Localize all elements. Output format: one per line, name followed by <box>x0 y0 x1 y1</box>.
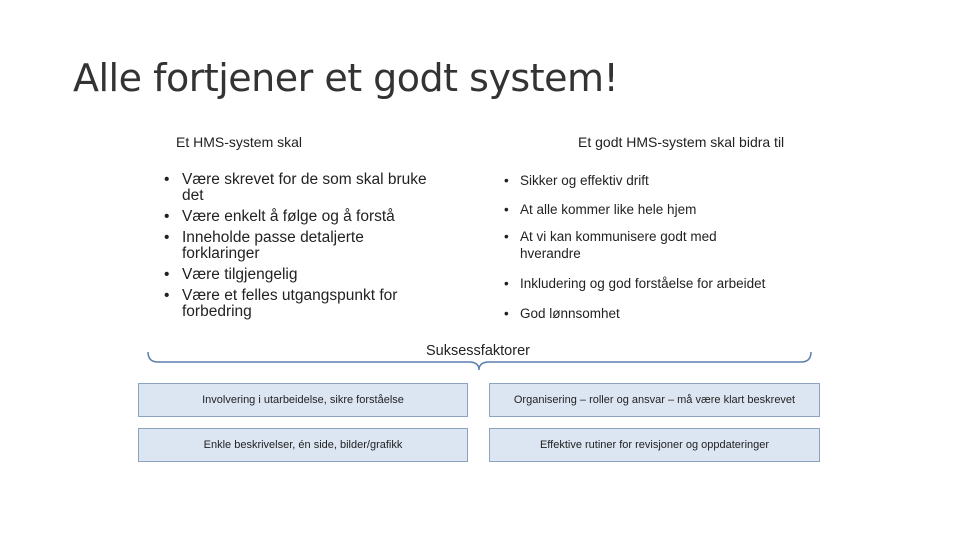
list-item: • Være enkelt å følge og å forstå <box>164 208 395 225</box>
bracket-label: Suksessfaktorer <box>426 343 530 359</box>
list-item: • Være skrevet for de som skal bruke det <box>164 171 427 204</box>
right-column-heading: Et godt HMS-system skal bidra til <box>578 134 785 150</box>
list-item: • Sikker og effektiv drift <box>504 173 649 188</box>
list-item: • Være et felles utgangspunkt for forbedring <box>164 287 398 320</box>
bullet-icon: • <box>164 287 170 304</box>
bullet-icon: • <box>164 208 170 225</box>
success-factor-box: Enkle beskrivelser, én side, bilder/grafikk <box>138 428 468 462</box>
bracket-line <box>148 352 811 370</box>
success-factor-box: Involvering i utarbeidelse, sikre forståelse <box>138 383 468 417</box>
list-item: • At alle kommer like hele hjem <box>504 202 697 217</box>
left-column-heading: Et HMS-system skal <box>176 134 303 150</box>
success-factor-box: Organisering – roller og ansvar – må være klart beskrevet <box>489 383 820 417</box>
bullet-icon: • <box>164 266 170 283</box>
list-item: • God lønnsomhet <box>504 306 620 321</box>
list-item: • Være tilgjengelig <box>164 266 298 283</box>
bullet-icon: • <box>164 171 170 188</box>
bullet-icon: • <box>504 229 509 244</box>
bullet-icon: • <box>504 202 509 217</box>
bullet-icon: • <box>504 173 509 188</box>
list-item: • At vi kan kommunisere godt med hverandre <box>504 229 717 261</box>
slide-title: Alle fortjener et godt system! <box>73 56 619 100</box>
bullet-icon: • <box>164 229 170 246</box>
bullet-icon: • <box>504 306 509 321</box>
bullet-icon: • <box>504 276 509 291</box>
success-factor-box: Effektive rutiner for revisjoner og oppdateringer <box>489 428 820 462</box>
list-item: • Inneholde passe detaljerte forklaringer <box>164 229 364 262</box>
list-item: • Inkludering og god forståelse for arbeidet <box>504 276 766 291</box>
